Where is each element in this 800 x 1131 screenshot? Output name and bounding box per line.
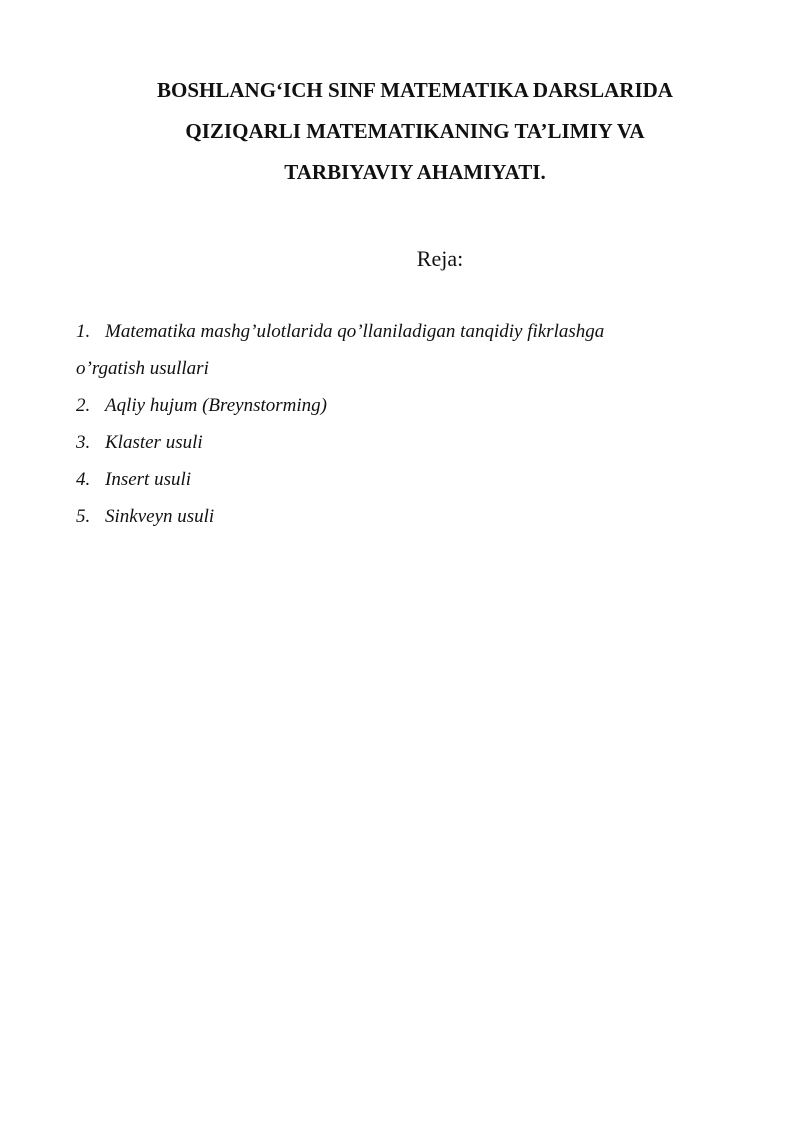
plan-item (76, 461, 756, 498)
plan-item-number: 2. (76, 395, 91, 416)
title-line: TARBIYAVIY AHAMIYATI. (284, 160, 546, 184)
plan-item-text: Sinkveyn usuli (105, 506, 215, 527)
title-line: QIZIQARLI MATEMATIKANING TA’LIMIY VA (185, 119, 645, 143)
plan-list (76, 313, 756, 535)
plan-item (76, 387, 756, 424)
plan-item-continuation-text: o’rgatish usullari (76, 358, 209, 379)
plan-item (76, 313, 756, 350)
plan-item (76, 498, 756, 535)
plan-item-text: Klaster usuli (105, 432, 203, 453)
plan-item-number: 5. (76, 506, 91, 527)
plan-item-number: 3. (76, 432, 91, 453)
plan-heading: Reja: (416, 246, 464, 271)
plan-item-text: Aqliy hujum (Breynstorming) (105, 395, 327, 416)
plan-item-continuation (76, 350, 756, 387)
document-title (100, 70, 730, 193)
plan-item-number: 4. (76, 469, 91, 490)
plan-item-number: 1. (76, 321, 91, 342)
title-line: BOSHLANG‘ICH SINF MATEMATIKA DARSLARIDA (157, 78, 673, 102)
plan-item (76, 424, 756, 461)
plan-item-text: Matematika mashg’ulotlarida qo’llaniladigan tanqidiy fikrlashga (105, 321, 605, 342)
plan-item-text: Insert usuli (105, 469, 192, 490)
